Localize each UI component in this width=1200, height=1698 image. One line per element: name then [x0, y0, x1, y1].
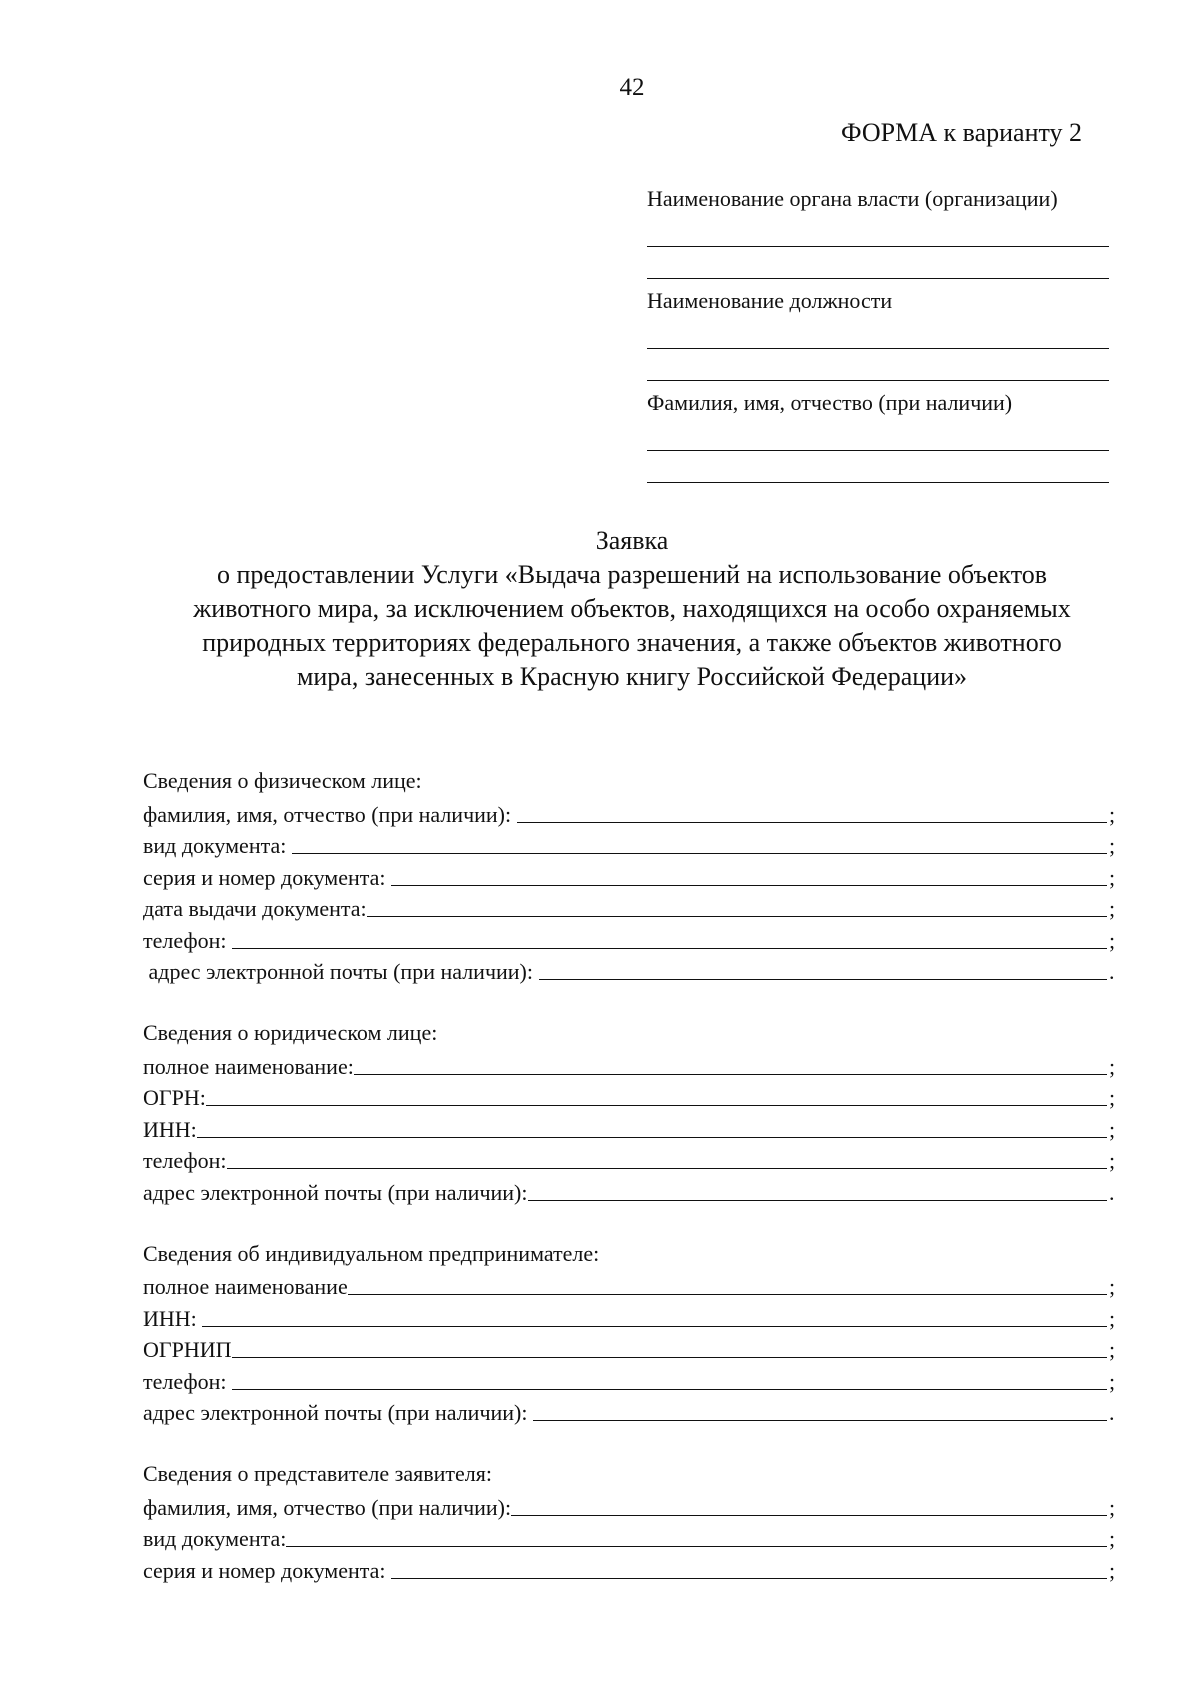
- section-individual: [143, 765, 1123, 986]
- form-field: [143, 1049, 1123, 1081]
- field-input-line[interactable]: [206, 1104, 1107, 1106]
- field-label: телефон:: [143, 927, 233, 953]
- field-terminator: ;: [1109, 1368, 1116, 1394]
- authority-line-1[interactable]: [647, 215, 1109, 247]
- field-input-line[interactable]: [528, 1199, 1108, 1201]
- field-label: вид документа:: [143, 1526, 287, 1551]
- title-line-4: мира, занесенных в Красную книгу Российской Федерации»: [296, 662, 968, 691]
- field-label: полное наименование:: [143, 1053, 354, 1079]
- field-terminator: .: [1109, 1400, 1115, 1425]
- form-field: [143, 1522, 1123, 1554]
- form-field: [143, 1270, 1123, 1302]
- form-field: [143, 1490, 1123, 1522]
- field-input-line[interactable]: [391, 884, 1107, 886]
- form-field: [143, 797, 1123, 829]
- field-terminator: ;: [1109, 864, 1116, 890]
- field-terminator: ;: [1109, 927, 1116, 953]
- field-terminator: ;: [1109, 801, 1116, 827]
- field-label: ИНН:: [143, 1116, 197, 1142]
- section-heading: Сведения об индивидуальном предпринимателе:: [143, 1240, 600, 1266]
- field-input-line[interactable]: [197, 1136, 1107, 1138]
- field-terminator: ;: [1109, 1494, 1116, 1520]
- person-line-1[interactable]: [647, 419, 1109, 451]
- title-line-2: животного мира, за исключением объектов, находящихся на особо охраняемых: [193, 594, 1071, 623]
- field-label: серия и номер документа:: [143, 864, 392, 890]
- field-input-line[interactable]: [539, 978, 1108, 980]
- form-field: [143, 1112, 1123, 1144]
- form-field: [143, 1364, 1123, 1396]
- section-heading: Сведения о юридическом лице:: [143, 1020, 438, 1045]
- field-input-line[interactable]: [232, 1388, 1107, 1390]
- field-terminator: ;: [1109, 1148, 1116, 1173]
- form-field: [143, 1333, 1123, 1365]
- field-label: адрес электронной почты (при наличии):: [143, 1179, 528, 1205]
- field-label: ОГРН:: [143, 1085, 206, 1110]
- form-field: [143, 955, 1123, 987]
- field-label: телефон:: [143, 1148, 227, 1173]
- field-terminator: ;: [1109, 1274, 1116, 1299]
- section-entrepreneur: [143, 1238, 1123, 1428]
- field-input-line[interactable]: [202, 1325, 1107, 1327]
- field-terminator: .: [1109, 1179, 1115, 1205]
- field-input-line[interactable]: [232, 1356, 1107, 1358]
- form-field: [143, 892, 1123, 924]
- field-input-line[interactable]: [292, 852, 1107, 854]
- field-label: полное наименование: [143, 1274, 348, 1299]
- form-field: [143, 923, 1123, 955]
- field-input-line[interactable]: [391, 1577, 1107, 1579]
- field-terminator: ;: [1109, 1116, 1116, 1142]
- field-terminator: ;: [1109, 1557, 1116, 1583]
- page-number: 42: [619, 74, 645, 101]
- field-label: ОГРНИП: [143, 1337, 232, 1362]
- section-heading: Сведения о представителе заявителя:: [143, 1461, 492, 1486]
- form-reference: ФОРМА к варианту 2: [841, 118, 1082, 147]
- form-field: [143, 1175, 1123, 1207]
- field-terminator: .: [1109, 959, 1115, 984]
- field-input-line[interactable]: [286, 1545, 1107, 1547]
- field-terminator: ;: [1109, 896, 1116, 921]
- person-label: Фамилия, имя, отчество (при наличии): [647, 390, 1013, 415]
- form-field: [143, 1301, 1123, 1333]
- field-terminator: ;: [1109, 1337, 1116, 1362]
- title-line-1: о предоставлении Услуги «Выдача разрешений на использование объектов: [216, 560, 1048, 589]
- section-representative: [143, 1458, 1123, 1585]
- field-terminator: ;: [1109, 833, 1116, 858]
- person-line-2[interactable]: [647, 451, 1109, 483]
- field-label: фамилия, имя, отчество (при наличии):: [143, 801, 517, 827]
- applicant-sections: [143, 765, 1123, 1616]
- field-input-line[interactable]: [348, 1293, 1107, 1295]
- field-label: вид документа:: [143, 833, 292, 858]
- authority-line-2[interactable]: [647, 247, 1109, 279]
- position-label: Наименование должности: [647, 288, 893, 313]
- addressee-block: [647, 185, 1109, 483]
- field-terminator: ;: [1109, 1053, 1116, 1079]
- position-line-2[interactable]: [647, 349, 1109, 381]
- title-line-3: природных территориях федерального значения, а также объектов животного: [202, 628, 1062, 657]
- field-terminator: ;: [1109, 1085, 1116, 1110]
- field-terminator: ;: [1109, 1305, 1116, 1331]
- field-input-line[interactable]: [232, 947, 1107, 949]
- application-title: [140, 524, 1124, 694]
- field-input-line[interactable]: [227, 1167, 1107, 1169]
- form-field: [143, 1553, 1123, 1585]
- form-field: [143, 860, 1123, 892]
- field-input-line[interactable]: [367, 915, 1107, 917]
- field-label: адрес электронной почты (при наличии):: [143, 1400, 533, 1425]
- form-field: [143, 1396, 1123, 1428]
- form-field: [143, 1081, 1123, 1113]
- field-input-line[interactable]: [511, 1514, 1107, 1516]
- form-field: [143, 829, 1123, 861]
- position-line-1[interactable]: [647, 317, 1109, 349]
- field-input-line[interactable]: [354, 1073, 1107, 1075]
- field-input-line[interactable]: [517, 821, 1107, 823]
- authority-label: Наименование органа власти (организации): [647, 186, 1058, 211]
- field-label: серия и номер документа:: [143, 1557, 392, 1583]
- section-heading: Сведения о физическом лице:: [143, 768, 422, 793]
- field-terminator: ;: [1109, 1526, 1116, 1551]
- field-label: адрес электронной почты (при наличии):: [143, 959, 539, 984]
- field-input-line[interactable]: [533, 1419, 1107, 1421]
- field-label: ИНН:: [143, 1305, 203, 1331]
- field-label: телефон:: [143, 1368, 233, 1394]
- form-field: [143, 1144, 1123, 1176]
- field-label: фамилия, имя, отчество (при наличии):: [143, 1494, 512, 1520]
- section-legal-entity: [143, 1017, 1123, 1207]
- title-heading: Заявка: [595, 526, 669, 555]
- field-label: дата выдачи документа:: [143, 896, 367, 921]
